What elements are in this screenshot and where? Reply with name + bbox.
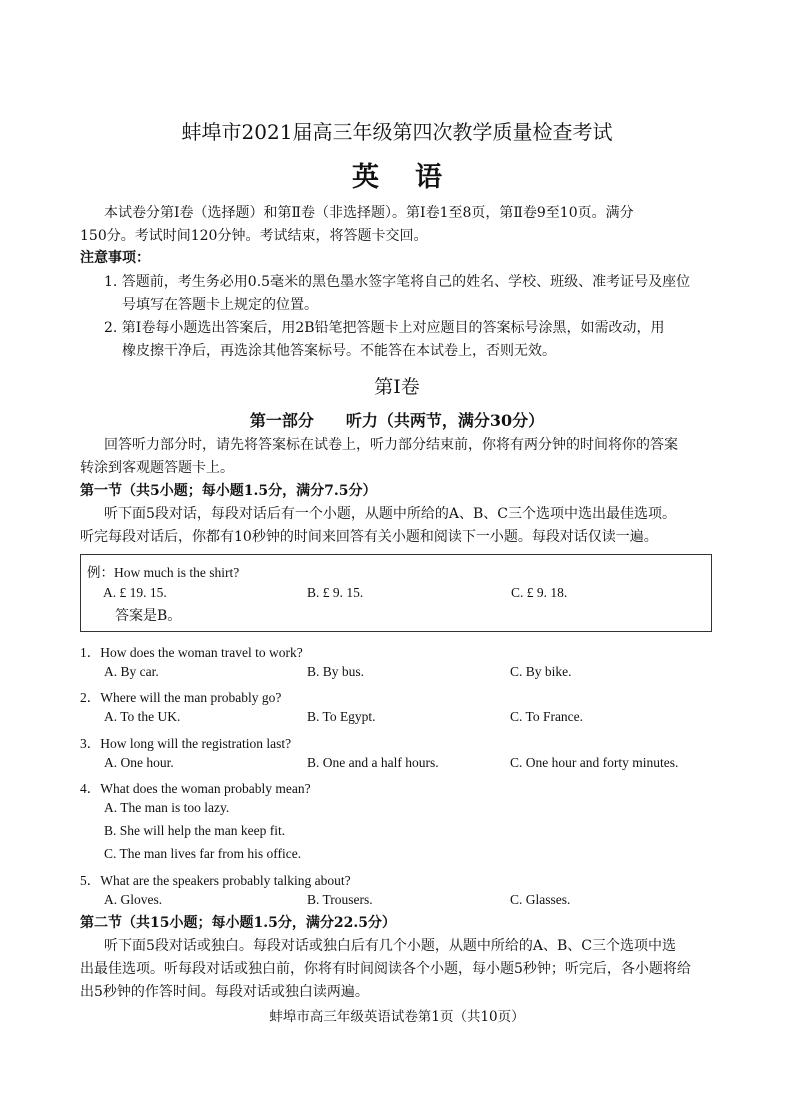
intro-line-1: 本试卷分第Ⅰ卷（选择题）和第Ⅱ卷（非选择题）。第Ⅰ卷1至8页，第Ⅱ卷9至10页。满分 — [104, 205, 634, 221]
question-3-option-b[interactable]: B. One and a half hours. — [307, 755, 439, 770]
question-1-stem: 1．How does the woman travel to work? — [80, 645, 303, 660]
section-1-intro-line-2: 听完每段对话后，你都有10秒钟的时间来回答有关小题和阅读下一小题。每段对话仅读一遍。 — [80, 529, 658, 545]
example-answer: 答案是B。 — [115, 608, 182, 624]
notes-item-2-line-2: 橡皮擦干净后，再选涂其他答案标号。不能答在本试卷上，否则无效。 — [122, 343, 556, 359]
example-option-a: A. £ 19. 15. — [103, 585, 167, 600]
notes-item-1-line-1: 1. 答题前，考生务必用0.5毫米的黑色墨水签字笔将自己的姓名、学校、班级、准考证号及座位 — [104, 274, 691, 290]
section-1-heading: 第一节（共5小题；每小题1.5分，满分7.5分） — [80, 483, 377, 499]
section-2-intro-line-2: 出最佳选项。听每段对话或独白前，你将有时间阅读各个小题，每小题5秒钟；听完后，各小题将给 — [80, 961, 691, 977]
question-5-stem: 5．What are the speakers probably talking about? — [80, 873, 351, 888]
question-3-option-c[interactable]: C. One hour and forty minutes. — [510, 755, 679, 770]
exam-title: 蚌埠市2021届高三年级第四次教学质量检查考试 — [181, 120, 613, 144]
question-4-option-b[interactable]: B. She will help the man keep fit. — [104, 823, 286, 838]
question-5-option-c[interactable]: C. Glasses. — [510, 892, 571, 907]
notes-heading: 注意事项： — [80, 250, 150, 266]
question-2-option-a[interactable]: A. To the UK. — [104, 709, 181, 724]
part-1-intro-line-1: 回答听力部分时，请先将答案标在试卷上，听力部分结束前，你将有两分钟的时间将你的答案 — [104, 437, 678, 453]
subject-title: 英语 — [352, 162, 478, 193]
notes-item-1-line-2: 号填写在答题卡上规定的位置。 — [122, 297, 318, 313]
question-2-option-b[interactable]: B. To Egypt. — [307, 709, 376, 724]
section-1-intro-line-1: 听下面5段对话，每段对话后有一个小题，从题中所给的A、B、C三个选项中选出最佳选项。 — [104, 506, 677, 522]
example-option-b: B. £ 9. 15. — [307, 585, 364, 600]
notes-item-2-line-1: 2. 第Ⅰ卷每小题选出答案后，用2B铅笔把答题卡上对应题目的答案标号涂黑，如需改动，用 — [104, 320, 665, 336]
part-1-heading: 第一部分 听力（共两节，满分30分） — [249, 411, 545, 430]
question-2-stem: 2．Where will the man probably go? — [80, 690, 282, 705]
section-2-heading: 第二节（共15小题；每小题1.5分，满分22.5分） — [80, 915, 396, 931]
section-2-intro-line-3: 出5秒钟的作答时间。每段对话或独白读两遍。 — [80, 984, 369, 1000]
question-5-option-a[interactable]: A. Gloves. — [104, 892, 163, 907]
question-4-stem: 4．What does the woman probably mean? — [80, 781, 311, 796]
example-box — [80, 554, 712, 632]
question-3-stem: 3．How long will the registration last? — [80, 736, 292, 751]
example-option-c: C. £ 9. 18. — [511, 585, 568, 600]
question-1-option-c[interactable]: C. By bike. — [510, 664, 572, 679]
section-2-intro-line-1: 听下面5段对话或独白。每段对话或独白后有几个小题，从题中所给的A、B、C三个选项中选 — [104, 938, 677, 954]
question-4-option-a[interactable]: A. The man is too lazy. — [104, 800, 230, 815]
example-question: 例：How much is the shirt? — [87, 565, 240, 580]
question-1-option-b[interactable]: B. By bus. — [307, 664, 365, 679]
question-3-option-a[interactable]: A. One hour. — [104, 755, 174, 770]
volume-heading: 第Ⅰ卷 — [374, 376, 420, 398]
question-5-option-b[interactable]: B. Trousers. — [307, 892, 373, 907]
question-1-option-a[interactable]: A. By car. — [104, 664, 159, 679]
question-2-option-c[interactable]: C. To France. — [510, 709, 584, 724]
question-4-option-c[interactable]: C. The man lives far from his office. — [104, 846, 302, 861]
part-1-intro-line-2: 转涂到客观题答题卡上。 — [80, 460, 234, 476]
page-footer: 蚌埠市高三年级英语试卷第1页（共10页） — [269, 1009, 525, 1025]
intro-line-2: 150分。考试时间120分钟。考试结束，将答题卡交回。 — [80, 228, 428, 244]
